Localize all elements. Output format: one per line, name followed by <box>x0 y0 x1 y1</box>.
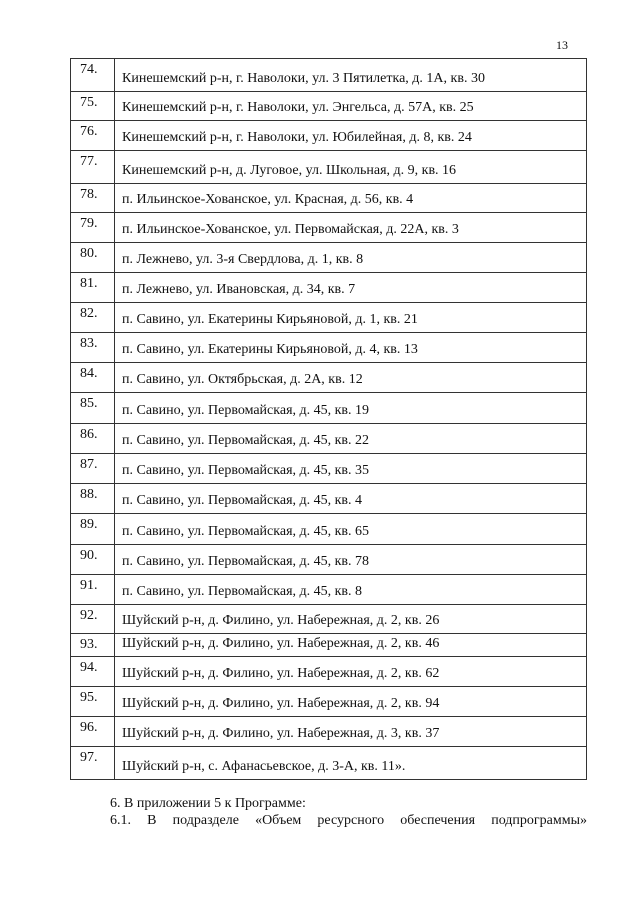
row-number: 91. <box>71 575 115 605</box>
row-number: 89. <box>71 514 115 545</box>
row-number: 92. <box>71 605 115 634</box>
table-row <box>71 605 587 634</box>
row-address: Кинешемский р-н, г. Наволоки, ул. 3 Пятилетка, д. 1А, кв. 30 <box>115 59 587 92</box>
row-address: п. Савино, ул. Первомайская, д. 45, кв. 22 <box>115 424 587 454</box>
row-number: 94. <box>71 657 115 687</box>
table-row <box>71 545 587 575</box>
row-address: п. Савино, ул. Октябрьская, д. 2А, кв. 12 <box>115 363 587 393</box>
table-row <box>71 747 587 780</box>
table-row <box>71 717 587 747</box>
row-number: 88. <box>71 484 115 514</box>
row-address: п. Савино, ул. Екатерины Кирьяновой, д. 1, кв. 21 <box>115 303 587 333</box>
row-address: п. Ильинское-Хованское, ул. Первомайская, д. 22А, кв. 3 <box>115 213 587 243</box>
row-address: п. Савино, ул. Первомайская, д. 45, кв. 8 <box>115 575 587 605</box>
row-number: 80. <box>71 243 115 273</box>
row-address: Шуйский р-н, д. Филино, ул. Набережная, д. 2, кв. 26 <box>115 605 587 634</box>
row-address: п. Савино, ул. Первомайская, д. 45, кв. 19 <box>115 393 587 424</box>
row-number: 82. <box>71 303 115 333</box>
row-number: 84. <box>71 363 115 393</box>
row-number: 75. <box>71 92 115 121</box>
table-row <box>71 484 587 514</box>
row-address: п. Савино, ул. Первомайская, д. 45, кв. 4 <box>115 484 587 514</box>
table-row <box>71 657 587 687</box>
row-number: 97. <box>71 747 115 780</box>
row-address: Шуйский р-н, с. Афанасьевское, д. 3-А, кв. 11». <box>115 747 587 780</box>
table-row <box>71 514 587 545</box>
address-table <box>70 58 587 780</box>
table-row <box>71 151 587 184</box>
row-number: 87. <box>71 454 115 484</box>
table-row <box>71 121 587 151</box>
row-address: п. Савино, ул. Первомайская, д. 45, кв. 78 <box>115 545 587 575</box>
table-row <box>71 424 587 454</box>
row-number: 81. <box>71 273 115 303</box>
row-number: 90. <box>71 545 115 575</box>
section-6-1-text: 6.1. В подразделе «Объем ресурсного обеспечения подпрограммы» <box>110 813 587 828</box>
table-row <box>71 575 587 605</box>
row-address: Кинешемский р-н, г. Наволоки, ул. Энгельса, д. 57А, кв. 25 <box>115 92 587 121</box>
row-address: Шуйский р-н, д. Филино, ул. Набережная, д. 2, кв. 62 <box>115 657 587 687</box>
row-number: 85. <box>71 393 115 424</box>
row-number: 93. <box>71 634 115 657</box>
table-row <box>71 634 587 657</box>
row-address: Кинешемский р-н, д. Луговое, ул. Школьная, д. 9, кв. 16 <box>115 151 587 184</box>
row-number: 96. <box>71 717 115 747</box>
table-row <box>71 333 587 363</box>
row-address: Шуйский р-н, д. Филино, ул. Набережная, д. 2, кв. 94 <box>115 687 587 717</box>
table-row <box>71 303 587 333</box>
row-number: 78. <box>71 184 115 213</box>
table-row <box>71 59 587 92</box>
address-table-body <box>71 59 587 780</box>
table-row <box>71 393 587 424</box>
row-number: 76. <box>71 121 115 151</box>
row-address: п. Савино, ул. Первомайская, д. 45, кв. 65 <box>115 514 587 545</box>
row-address: п. Лежнево, ул. Ивановская, д. 34, кв. 7 <box>115 273 587 303</box>
row-address: п. Савино, ул. Первомайская, д. 45, кв. 35 <box>115 454 587 484</box>
table-row <box>71 213 587 243</box>
row-number: 95. <box>71 687 115 717</box>
page-number: 13 <box>556 38 568 52</box>
table-row <box>71 92 587 121</box>
table-row <box>71 243 587 273</box>
table-row <box>71 687 587 717</box>
row-address: п. Ильинское-Хованское, ул. Красная, д. 56, кв. 4 <box>115 184 587 213</box>
row-number: 77. <box>71 151 115 184</box>
row-number: 86. <box>71 424 115 454</box>
row-address: п. Лежнево, ул. 3-я Свердлова, д. 1, кв. 8 <box>115 243 587 273</box>
row-number: 74. <box>71 59 115 92</box>
table-row <box>71 273 587 303</box>
row-number: 83. <box>71 333 115 363</box>
table-row <box>71 184 587 213</box>
row-number: 79. <box>71 213 115 243</box>
table-row <box>71 363 587 393</box>
row-address: Шуйский р-н, д. Филино, ул. Набережная, д. 3, кв. 37 <box>115 717 587 747</box>
table-row <box>71 454 587 484</box>
row-address: Шуйский р-н, д. Филино, ул. Набережная, д. 2, кв. 46 <box>115 634 587 657</box>
section-6-heading: 6. В приложении 5 к Программе: <box>110 796 306 811</box>
row-address: Кинешемский р-н, г. Наволоки, ул. Юбилейная, д. 8, кв. 24 <box>115 121 587 151</box>
row-address: п. Савино, ул. Екатерины Кирьяновой, д. 4, кв. 13 <box>115 333 587 363</box>
